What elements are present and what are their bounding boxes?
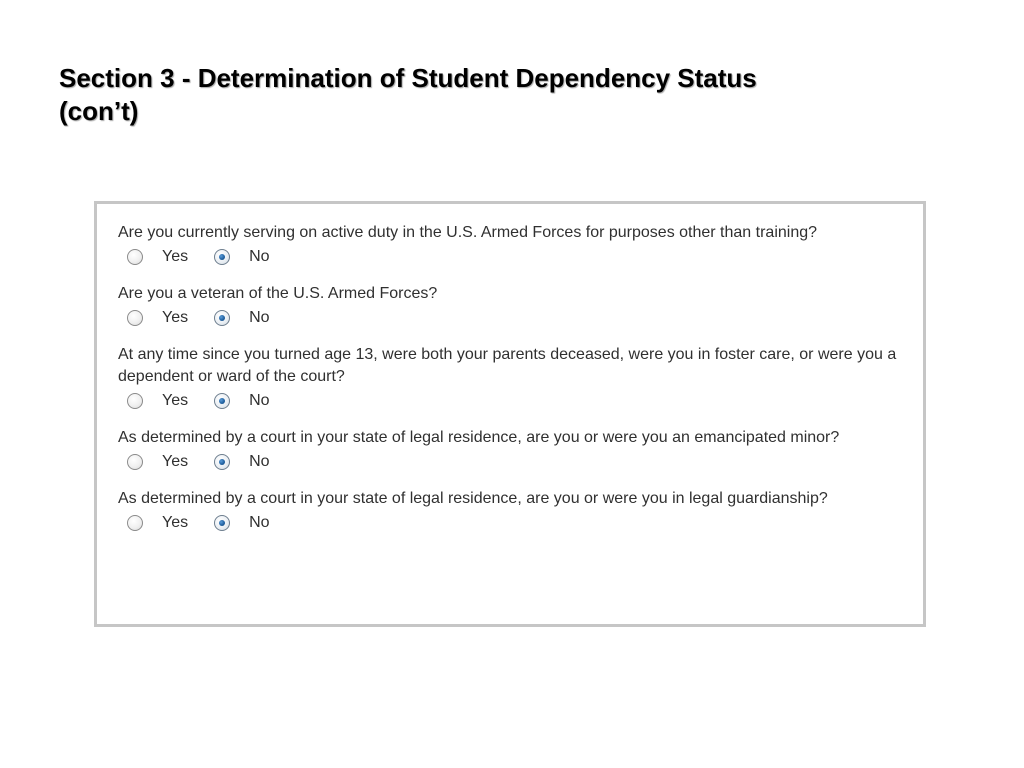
yes-label: Yes <box>162 392 189 409</box>
no-option[interactable] <box>214 307 269 329</box>
question-list <box>118 222 908 549</box>
yes-option[interactable] <box>127 512 188 534</box>
no-radio[interactable] <box>214 515 230 531</box>
yes-option[interactable] <box>127 246 188 268</box>
yes-radio[interactable] <box>127 249 143 265</box>
slide-title-line2: (con’t) <box>59 96 139 126</box>
slide-title-line1: Section 3 - Determination of Student Dependency Status <box>59 63 757 93</box>
radio-group <box>118 245 908 269</box>
question-text: Are you a veteran of the U.S. Armed Forces? <box>118 285 438 302</box>
radio-group <box>118 389 908 413</box>
no-label: No <box>249 453 270 470</box>
radio-group <box>118 511 908 535</box>
radio-selected-dot <box>219 398 225 404</box>
yes-label: Yes <box>162 514 189 531</box>
no-option[interactable] <box>214 512 269 534</box>
yes-label: Yes <box>162 248 189 265</box>
question-text: Are you currently serving on active duty in the U.S. Armed Forces for purposes other than training? <box>118 224 818 241</box>
no-radio[interactable] <box>214 393 230 409</box>
dependency-form-panel <box>94 201 926 627</box>
radio-group <box>118 306 908 330</box>
question-text: At any time since you turned age 13, were both your parents deceased, were you in foster care, or were you a dependent or ward of the court? <box>118 346 897 385</box>
yes-label: Yes <box>162 309 189 326</box>
radio-selected-dot <box>219 459 225 465</box>
no-radio[interactable] <box>214 310 230 326</box>
yes-radio[interactable] <box>127 515 143 531</box>
no-label: No <box>249 248 270 265</box>
radio-selected-dot <box>219 520 225 526</box>
yes-radio[interactable] <box>127 454 143 470</box>
radio-selected-dot <box>219 254 225 260</box>
no-option[interactable] <box>214 390 269 412</box>
question-text: As determined by a court in your state of legal residence, are you or were you an emancipated minor? <box>118 429 840 446</box>
question-veteran <box>118 283 908 330</box>
no-radio[interactable] <box>214 249 230 265</box>
question-text: As determined by a court in your state of legal residence, are you or were you in legal guardianship? <box>118 490 828 507</box>
yes-radio[interactable] <box>127 310 143 326</box>
radio-selected-dot <box>219 315 225 321</box>
slide-title <box>59 62 959 128</box>
question-active-duty <box>118 222 908 269</box>
yes-option[interactable] <box>127 451 188 473</box>
question-orphan-foster-ward <box>118 344 908 413</box>
no-option[interactable] <box>214 246 269 268</box>
yes-option[interactable] <box>127 307 188 329</box>
no-option[interactable] <box>214 451 269 473</box>
yes-radio[interactable] <box>127 393 143 409</box>
yes-label: Yes <box>162 453 189 470</box>
question-legal-guardianship <box>118 488 908 535</box>
no-label: No <box>249 309 270 326</box>
no-label: No <box>249 514 270 531</box>
no-radio[interactable] <box>214 454 230 470</box>
yes-option[interactable] <box>127 390 188 412</box>
question-emancipated-minor <box>118 427 908 474</box>
radio-group <box>118 450 908 474</box>
no-label: No <box>249 392 270 409</box>
